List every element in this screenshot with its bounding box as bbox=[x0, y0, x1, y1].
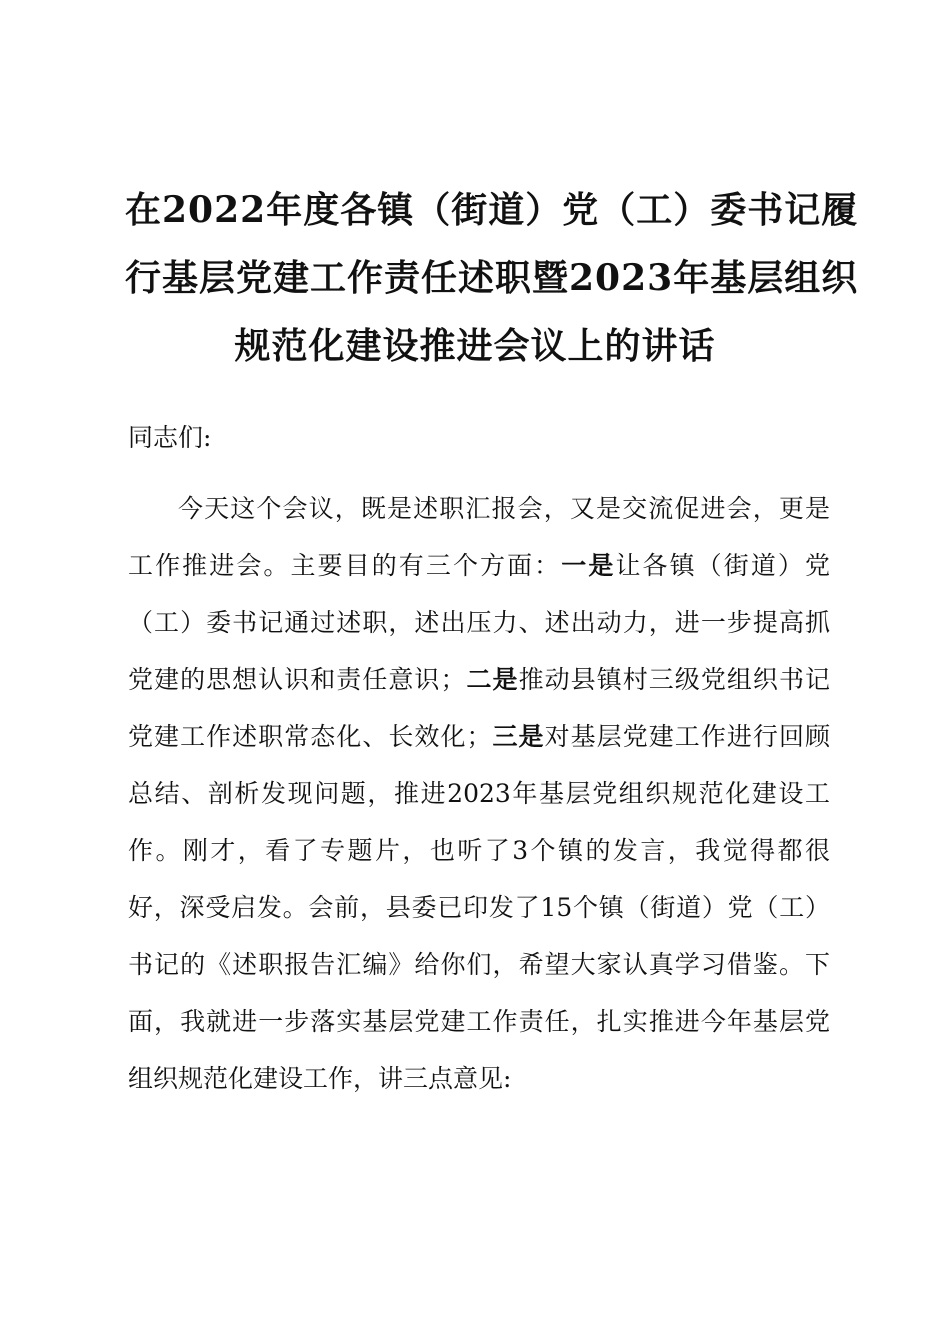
emphasis-text: 二是 bbox=[465, 665, 519, 694]
emphasis-text: 三是 bbox=[491, 722, 545, 751]
paragraph-text: 面，我就进一步落实基层党建工作责任，扎实推进今年基层党 bbox=[128, 1007, 830, 1036]
paragraph-text: （工）委书记通过述职，述出压力、述出动力，进一步提高抓 bbox=[128, 608, 830, 637]
title-line-3: 规范化建设推进会议上的讲话 bbox=[234, 325, 716, 367]
paragraph-line bbox=[128, 594, 830, 651]
paragraph-line bbox=[128, 993, 830, 1050]
title-line-1: 在2022年度各镇（街道）党（工）委书记履 bbox=[125, 189, 859, 231]
paragraph-line bbox=[128, 822, 830, 879]
paragraph-text: 对基层党建工作进行回顾 bbox=[544, 722, 830, 751]
paragraph-line bbox=[128, 765, 830, 822]
paragraph-line bbox=[128, 708, 830, 765]
paragraph-text: 党建的思想认识和责任意识； bbox=[128, 665, 466, 694]
document-title bbox=[125, 176, 859, 380]
paragraph-line bbox=[128, 537, 830, 594]
paragraph-text: 总结、剖析发现问题，推进2023年基层党组织规范化建设工 bbox=[128, 779, 830, 808]
emphasis-text: 一是 bbox=[561, 551, 616, 580]
paragraph-line bbox=[128, 879, 830, 936]
paragraph-text: 工作推进会。主要目的有三个方面： bbox=[128, 551, 562, 580]
paragraph-text: 好，深受启发。会前，县委已印发了15个镇（街道）党（工） bbox=[128, 893, 830, 922]
paragraph-text: 组织规范化建设工作，讲三点意见: bbox=[128, 1064, 512, 1093]
paragraph-text: 党建工作述职常态化、长效化； bbox=[128, 722, 492, 751]
salutation: 同志们: bbox=[128, 423, 212, 452]
paragraph-text: 书记的《述职报告汇编》给你们，希望大家认真学习借鉴。下 bbox=[128, 950, 830, 979]
body-paragraph bbox=[128, 480, 830, 1107]
paragraph-text: 推动县镇村三级党组织书记 bbox=[518, 665, 830, 694]
paragraph-text: 作。刚才，看了专题片，也听了3个镇的发言，我觉得都很 bbox=[128, 836, 830, 865]
paragraph-text: 今天这个会议，既是述职汇报会，又是交流促进会，更是 bbox=[178, 494, 830, 523]
paragraph-line bbox=[128, 936, 830, 993]
paragraph-line bbox=[128, 651, 830, 708]
paragraph-line bbox=[128, 480, 830, 537]
title-line-2: 行基层党建工作责任述职暨2023年基层组织 bbox=[125, 257, 859, 299]
paragraph-line bbox=[128, 1050, 830, 1107]
paragraph-text: 让各镇（街道）党 bbox=[615, 551, 830, 580]
